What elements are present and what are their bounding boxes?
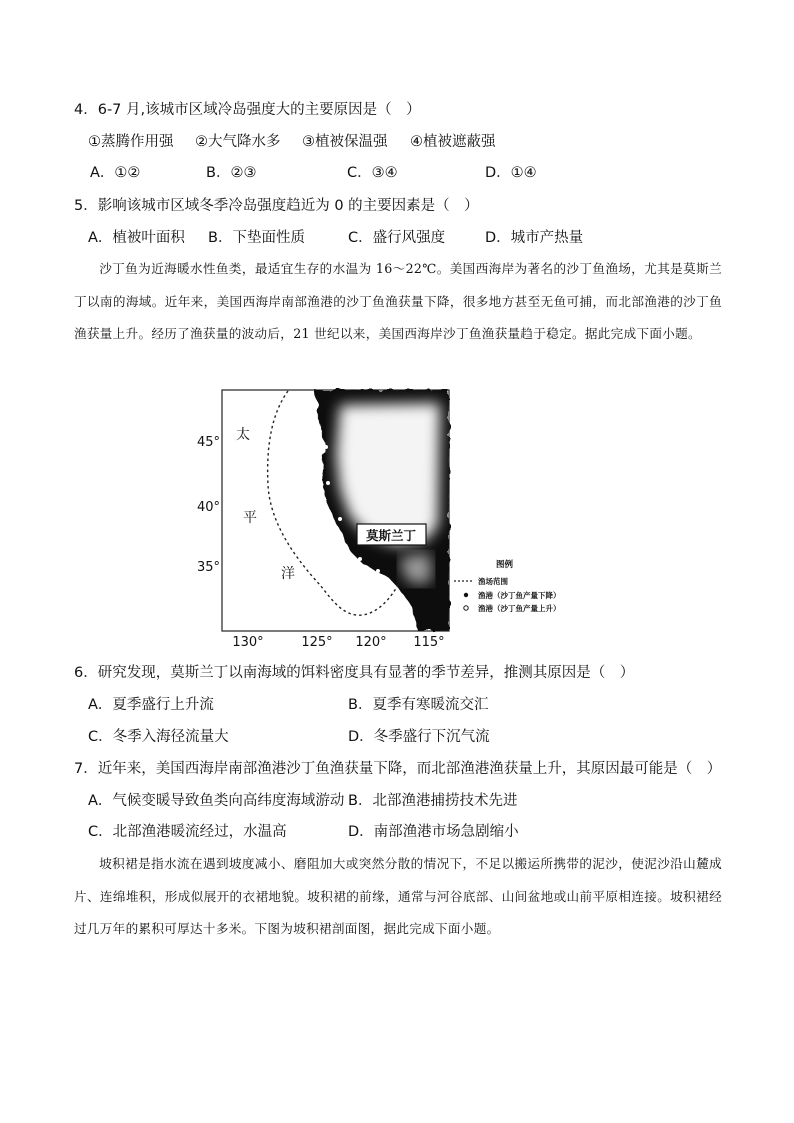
lon-label-125: 125°	[301, 635, 333, 650]
q4-option-b: B．②③	[206, 165, 257, 181]
q4-item-2: ②大气降水多	[195, 134, 281, 150]
q6-option-d: D．冬季盛行下沉气流	[348, 729, 490, 745]
port-marker	[358, 557, 362, 561]
q5-option-d: D．城市产热量	[485, 230, 584, 246]
city-label: 莫斯兰丁	[365, 528, 417, 543]
q7-option-b: B．北部渔港捕捞技术先进	[348, 793, 518, 809]
q7-option-c: C．北部渔港暖流经过，水温高	[88, 824, 287, 840]
q4-stem: 4．6-7 月,该城市区域冷岛强度大的主要原因是（ ）	[74, 102, 421, 118]
port-marker	[338, 517, 342, 521]
passage-colluvial-apron	[74, 848, 722, 946]
q4-item-1: ①蒸腾作用强	[88, 134, 174, 150]
legend-item-port-down: 渔港（沙丁鱼产量下降）	[478, 591, 561, 600]
map-svg	[190, 385, 630, 650]
passage-colluvial-text: 坡积裙是指水流在遇到坡度减小、磨阻加大或突然分散的情况下，不足以搬运所携带的泥沙，使泥沙沿山麓成片、连绵堆积，形成似展开的衣裙地貌。坡积裙的前缘，通常与河谷底部、山间盆地或山前平原相连接。坡积裙经过几万年的累积可厚达十多米。下图为坡积裙剖面图，据此完成下面小题。	[74, 856, 722, 936]
q5-stem: 5．影响该城市区域冬季冷岛强度趋近为 0 的主要因素是（ ）	[74, 198, 479, 214]
q7-option-a: A．气候变暖导致鱼类向高纬度海域游动	[88, 793, 345, 809]
q4-option-a: A．①②	[90, 165, 141, 181]
map-legend	[454, 559, 561, 613]
q6-stem: 6．研究发现，莫斯兰丁以南海域的饵料密度具有显著的季节差异，推测其原因是（ ）	[74, 665, 635, 681]
port-marker	[406, 603, 410, 607]
port-marker	[324, 445, 328, 449]
q6-option-b: B．夏季有寒暖流交汇	[348, 697, 489, 713]
q7-stem: 7．近年来，美国西海岸南部渔港沙丁鱼渔获量下降，而北部渔港渔获量上升，其原因最可能是（ ）	[74, 761, 722, 777]
legend-port-down-icon	[464, 593, 468, 597]
lon-label-120: 120°	[355, 635, 387, 650]
lat-label-40: 40°	[196, 500, 220, 515]
lon-label-115: 115°	[413, 635, 445, 650]
q4-option-c: C．③④	[347, 165, 398, 181]
q5-option-c: C．盛行风强度	[348, 230, 446, 246]
q5-option-a: A．植被叶面积	[88, 230, 185, 246]
ocean-char-3: 洋	[281, 566, 295, 582]
legend-item-port-up: 渔港（沙丁鱼产量上升）	[478, 604, 561, 613]
lon-label-130: 130°	[232, 635, 264, 650]
ocean-char-2: 平	[243, 510, 257, 526]
q4-item-3: ③植被保温强	[302, 134, 388, 150]
q7-option-d: D．南部渔港市场急剧缩小	[348, 824, 519, 840]
port-marker	[326, 481, 330, 485]
port-marker	[376, 569, 380, 573]
lat-label-45: 45°	[196, 435, 220, 450]
q6-option-c: C．冬季入海径流量大	[88, 729, 229, 745]
q5-option-b: B．下垫面性质	[208, 230, 305, 246]
legend-port-up-icon	[464, 606, 468, 610]
legend-item-range: 渔场范围	[478, 577, 508, 586]
legend-title: 图例	[496, 560, 514, 570]
passage-sardine-text: 沙丁鱼为近海暖水性鱼类，最适宜生存的水温为 16～22℃。美国西海岸为著名的沙丁鱼渔场，尤其是莫斯兰丁以南的海域。近年来，美国西海岸南部渔港的沙丁鱼渔获量下降，很多地方甚至无鱼可捕，而北部渔港的沙丁鱼渔获量上升。经历了渔获量的波动后，21 世纪以来，美国西海岸沙丁鱼渔获量趋于稳定。据此完成下面小题。	[74, 261, 722, 341]
ocean-char-1: 太	[236, 427, 250, 443]
q4-item-4: ④植被遮蔽强	[410, 134, 496, 150]
sardine-fishery-map	[190, 385, 630, 650]
passage-sardine	[74, 253, 722, 351]
q4-option-d: D．①④	[485, 165, 537, 181]
lat-label-35: 35°	[196, 560, 220, 575]
q6-option-a: A．夏季盛行上升流	[88, 697, 214, 713]
